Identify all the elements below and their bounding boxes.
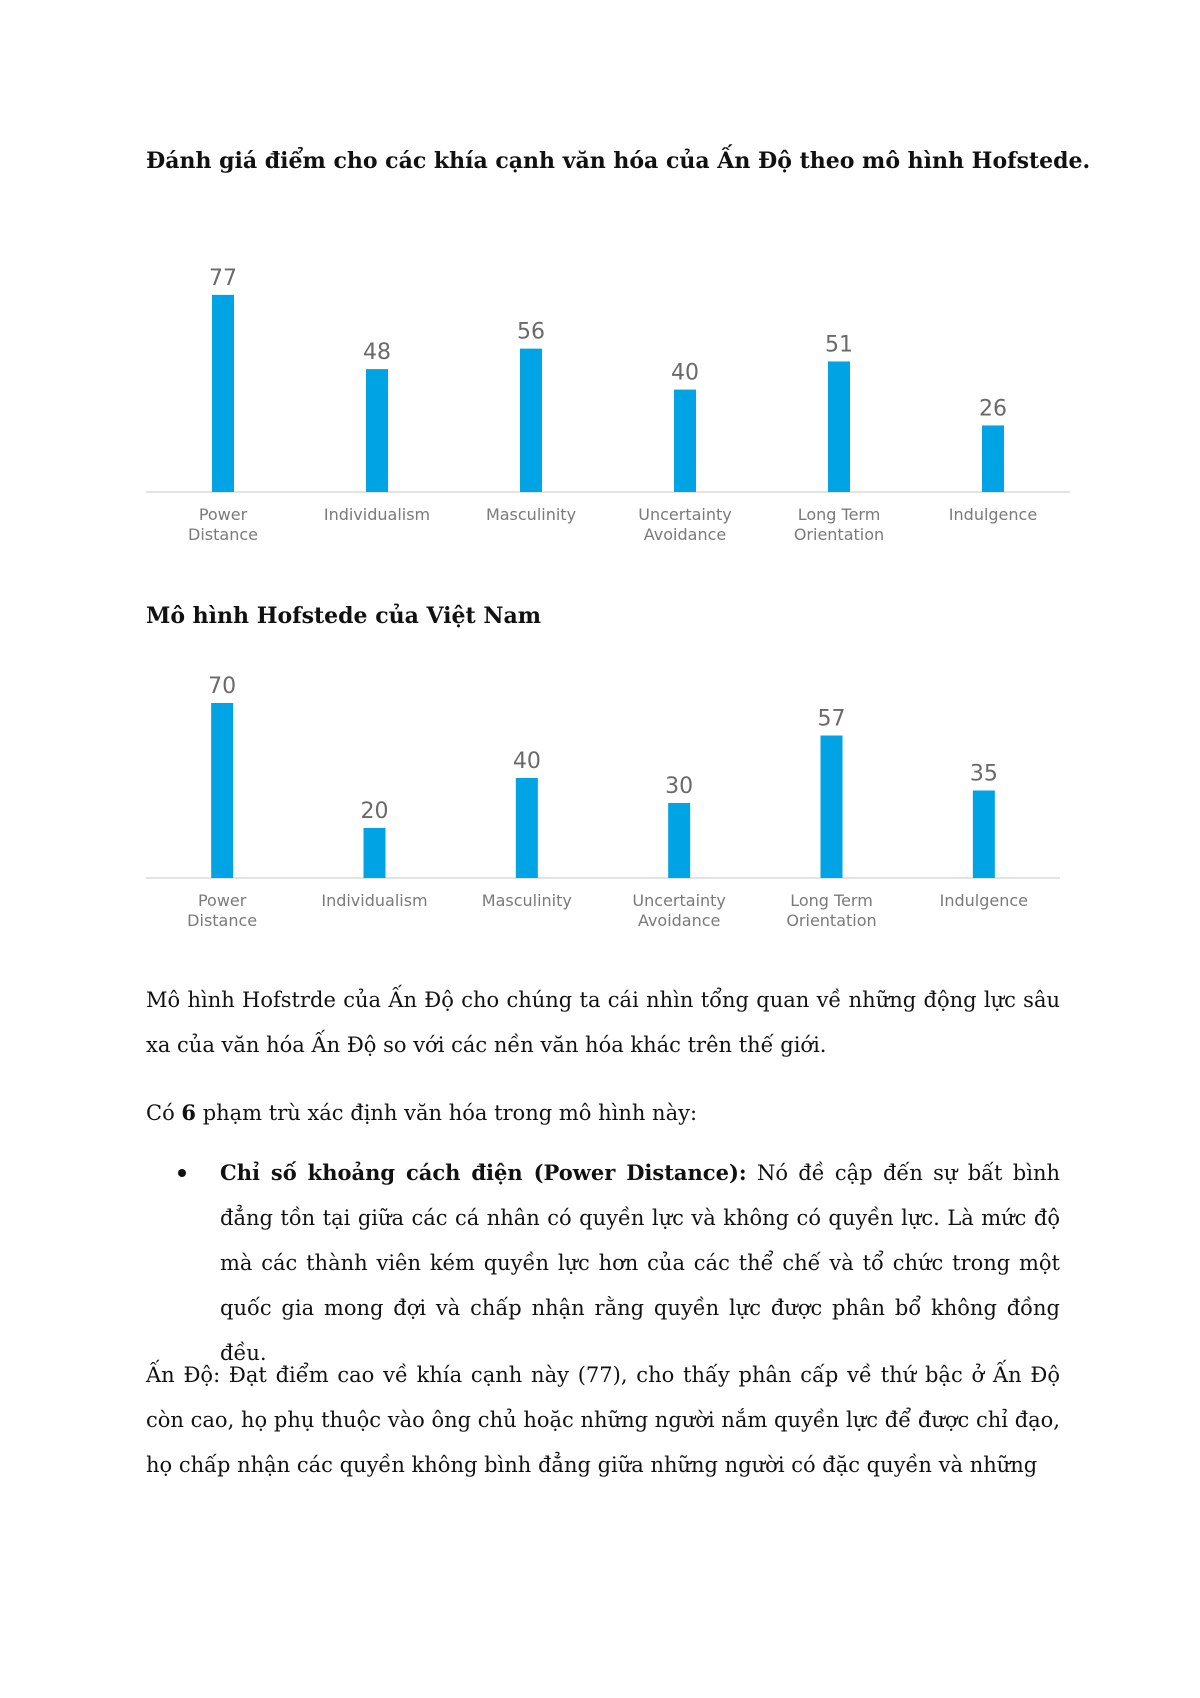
count-prefix: Có [146,1101,182,1125]
vietnam-chart-title: Mô hình Hofstede của Việt Nam [146,603,542,629]
category-label-4-line-1: Orientation [786,911,877,930]
data-label-5: 35 [969,761,998,787]
bar-1 [366,369,388,492]
category-count-paragraph [146,1090,1060,1136]
count-suffix: phạm trù xác định văn hóa trong mô hình này: [196,1101,698,1125]
category-label-0-line-1: Distance [188,525,258,544]
category-label-3-line-1: Avoidance [643,525,727,544]
data-label-2: 40 [512,749,541,774]
intro-paragraph: Mô hình Hofstrde của Ấn Độ cho chúng ta cái nhìn tổng quan về những động lực sâu xa của văn hóa Ấn Độ so với các nền văn hóa khác trên thế giới. [146,988,1060,1057]
data-label-1: 20 [360,799,389,824]
bar-2 [516,778,538,878]
category-label-4-line-0: Long Term [797,505,881,524]
bullet-term: Chỉ số khoảng cách điện (Power Distance): [220,1160,747,1185]
category-label-3-line-1: Avoidance [637,911,721,930]
data-label-5: 26 [979,396,1007,422]
data-label-3: 40 [671,360,699,386]
data-label-2: 56 [517,319,545,345]
category-label-1: Individualism [323,505,431,524]
bar-3 [674,390,696,492]
category-label-3-line-0: Uncertainty [632,891,726,910]
bar-5 [982,425,1004,492]
category-label-4-line-0: Long Term [790,891,873,910]
dimension-list [146,1150,1060,1376]
category-label-4-line-1: Orientation [793,525,885,544]
data-label-4: 51 [825,332,853,358]
category-label-2: Masculinity [485,505,577,524]
india-power-paragraph: Ấn Độ: Đạt điểm cao về khía cạnh này (77), cho thấy phân cấp về thứ bậc ở Ấn Độ còn cao, họ phụ thuộc vào ông chủ hoặc những người nắm quyền lực để được chỉ đạo, họ chấp nhận các quyền không bình đẳng giữa những người có đặc quyền và những [146,1363,1060,1477]
bar-4 [821,736,843,879]
data-label-1: 48 [363,340,391,366]
india-chart-title: Đánh giá điểm cho các khía cạnh văn hóa của Ấn Độ theo mô hình Hofstede. [146,148,1091,174]
data-label-3: 30 [665,774,694,799]
bullet-description: Nó đề cập đến sự bất bình đẳng tồn tại giữa các cá nhân có quyền lực và không có quyền lực. Là mức độ mà các thành viên kém quyền lực hơn của các thể chế và tổ chức trong một quốc gia mong đợi và chấp nhận rằng quyền lực được phân bổ không đồng đều. [220,1161,1061,1365]
bar-3 [668,803,690,878]
bar-2 [520,349,542,492]
india-hofstede-chart [0,230,1200,550]
category-label-0-line-1: Distance [187,911,258,930]
category-label-3-line-0: Uncertainty [638,505,732,524]
data-label-0: 70 [208,674,237,699]
count-number: 6 [181,1100,197,1125]
bullet-icon [178,1169,186,1177]
bar-0 [211,703,233,878]
bar-0 [212,295,234,492]
category-label-5: Indulgence [948,505,1038,524]
data-label-0: 77 [209,265,237,291]
vietnam-hofstede-chart [0,640,1200,960]
category-label-0-line-0: Power [198,505,248,524]
data-label-4: 57 [817,706,846,732]
list-item-power-distance [146,1150,1060,1376]
category-label-0-line-0: Power [197,891,247,910]
category-label-2: Masculinity [481,891,572,910]
bar-1 [364,828,386,878]
bar-5 [973,791,995,879]
bar-4 [828,361,850,492]
category-label-1: Individualism [321,891,428,910]
category-label-5: Indulgence [939,891,1029,910]
